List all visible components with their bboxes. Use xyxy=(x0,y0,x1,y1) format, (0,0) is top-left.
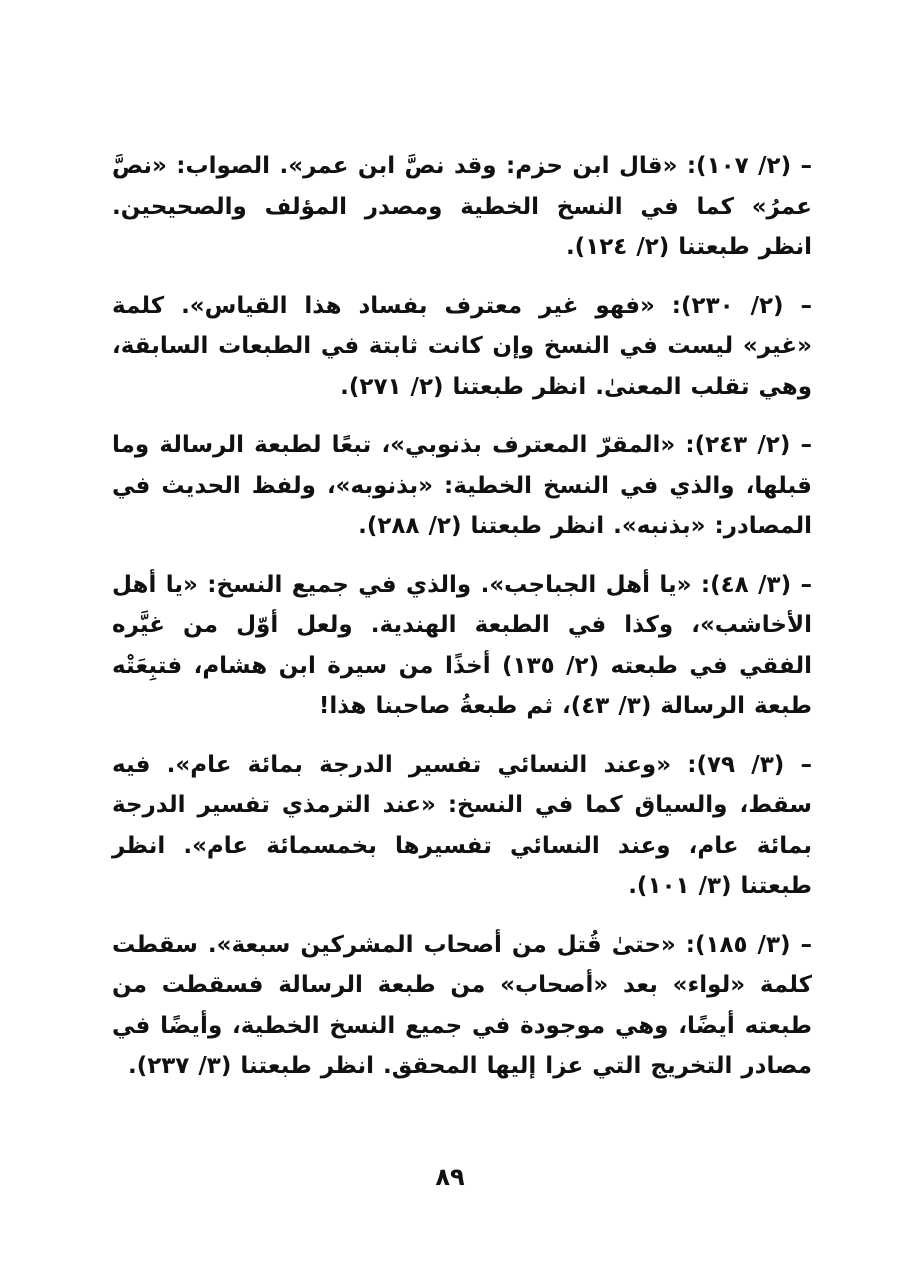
correction-entry-5: – (٣/ ٧٩): «وعند النسائي تفسير الدرجة بمائة عام». فيه سقط، والسياق كما في النسخ: «عند الترمذي تفسير الدرجة بمائة عام، وعند النسائي تفسيرها بخمسمائة عام». انظر طبعتنا (٣/ ١٠١). xyxy=(112,751,812,899)
page-body xyxy=(112,146,812,1105)
correction-entry-1: – (٢/ ١٠٧): «قال ابن حزم: وقد نصَّ ابن عمر». الصواب: «نصَّ عمرُ» كما في النسخ الخطية ومصدر المؤلف والصحيحين. انظر طبعتنا (٢/ ١٢٤). xyxy=(112,153,812,260)
correction-entry-3: – (٢/ ٢٤٣): «المقرّ المعترف بذنوبي»، تبعًا لطبعة الرسالة وما قبلها، والذي في النسخ الخطية: «بذنوبه»، ولفظ الحديث في المصادر: «بذنبه». انظر طبعتنا (٢/ ٢٨٨). xyxy=(112,432,812,539)
correction-entry-6: – (٣/ ١٨٥): «حتىٰ قُتل من أصحاب المشركين سبعة». سقطت كلمة «لواء» بعد «أصحاب» من طبعة الرسالة فسقطت من طبعته أيضًا، وهي موجودة في جميع النسخ الخطية، وأيضًا في مصادر التخريج التي عزا إليها المحقق. انظر طبعتنا (٣/ ٢٣٧). xyxy=(112,931,812,1079)
correction-entry-4: – (٣/ ٤٨): «يا أهل الجباجب». والذي في جميع النسخ: «يا أهل الأخاشب»، وكذا في الطبعة الهندية. ولعل أوّل من غيَّره الفقي في طبعته (٢/ ١٣٥) أخذًا من سيرة ابن هشام، فتبِعَتْه طبعة الرسالة (٣/ ٤٣)، ثم طبعةُ صاحبنا هذا! xyxy=(112,571,812,719)
page-number: ٨٩ xyxy=(435,1163,465,1191)
correction-entry-2: – (٢/ ٢٣٠): «فهو غير معترف بفساد هذا القياس». كلمة «غير» ليست في النسخ وإن كانت ثابتة في الطبعات السابقة، وهي تقلب المعنىٰ. انظر طبعتنا (٢/ ٢٧١). xyxy=(112,292,812,400)
